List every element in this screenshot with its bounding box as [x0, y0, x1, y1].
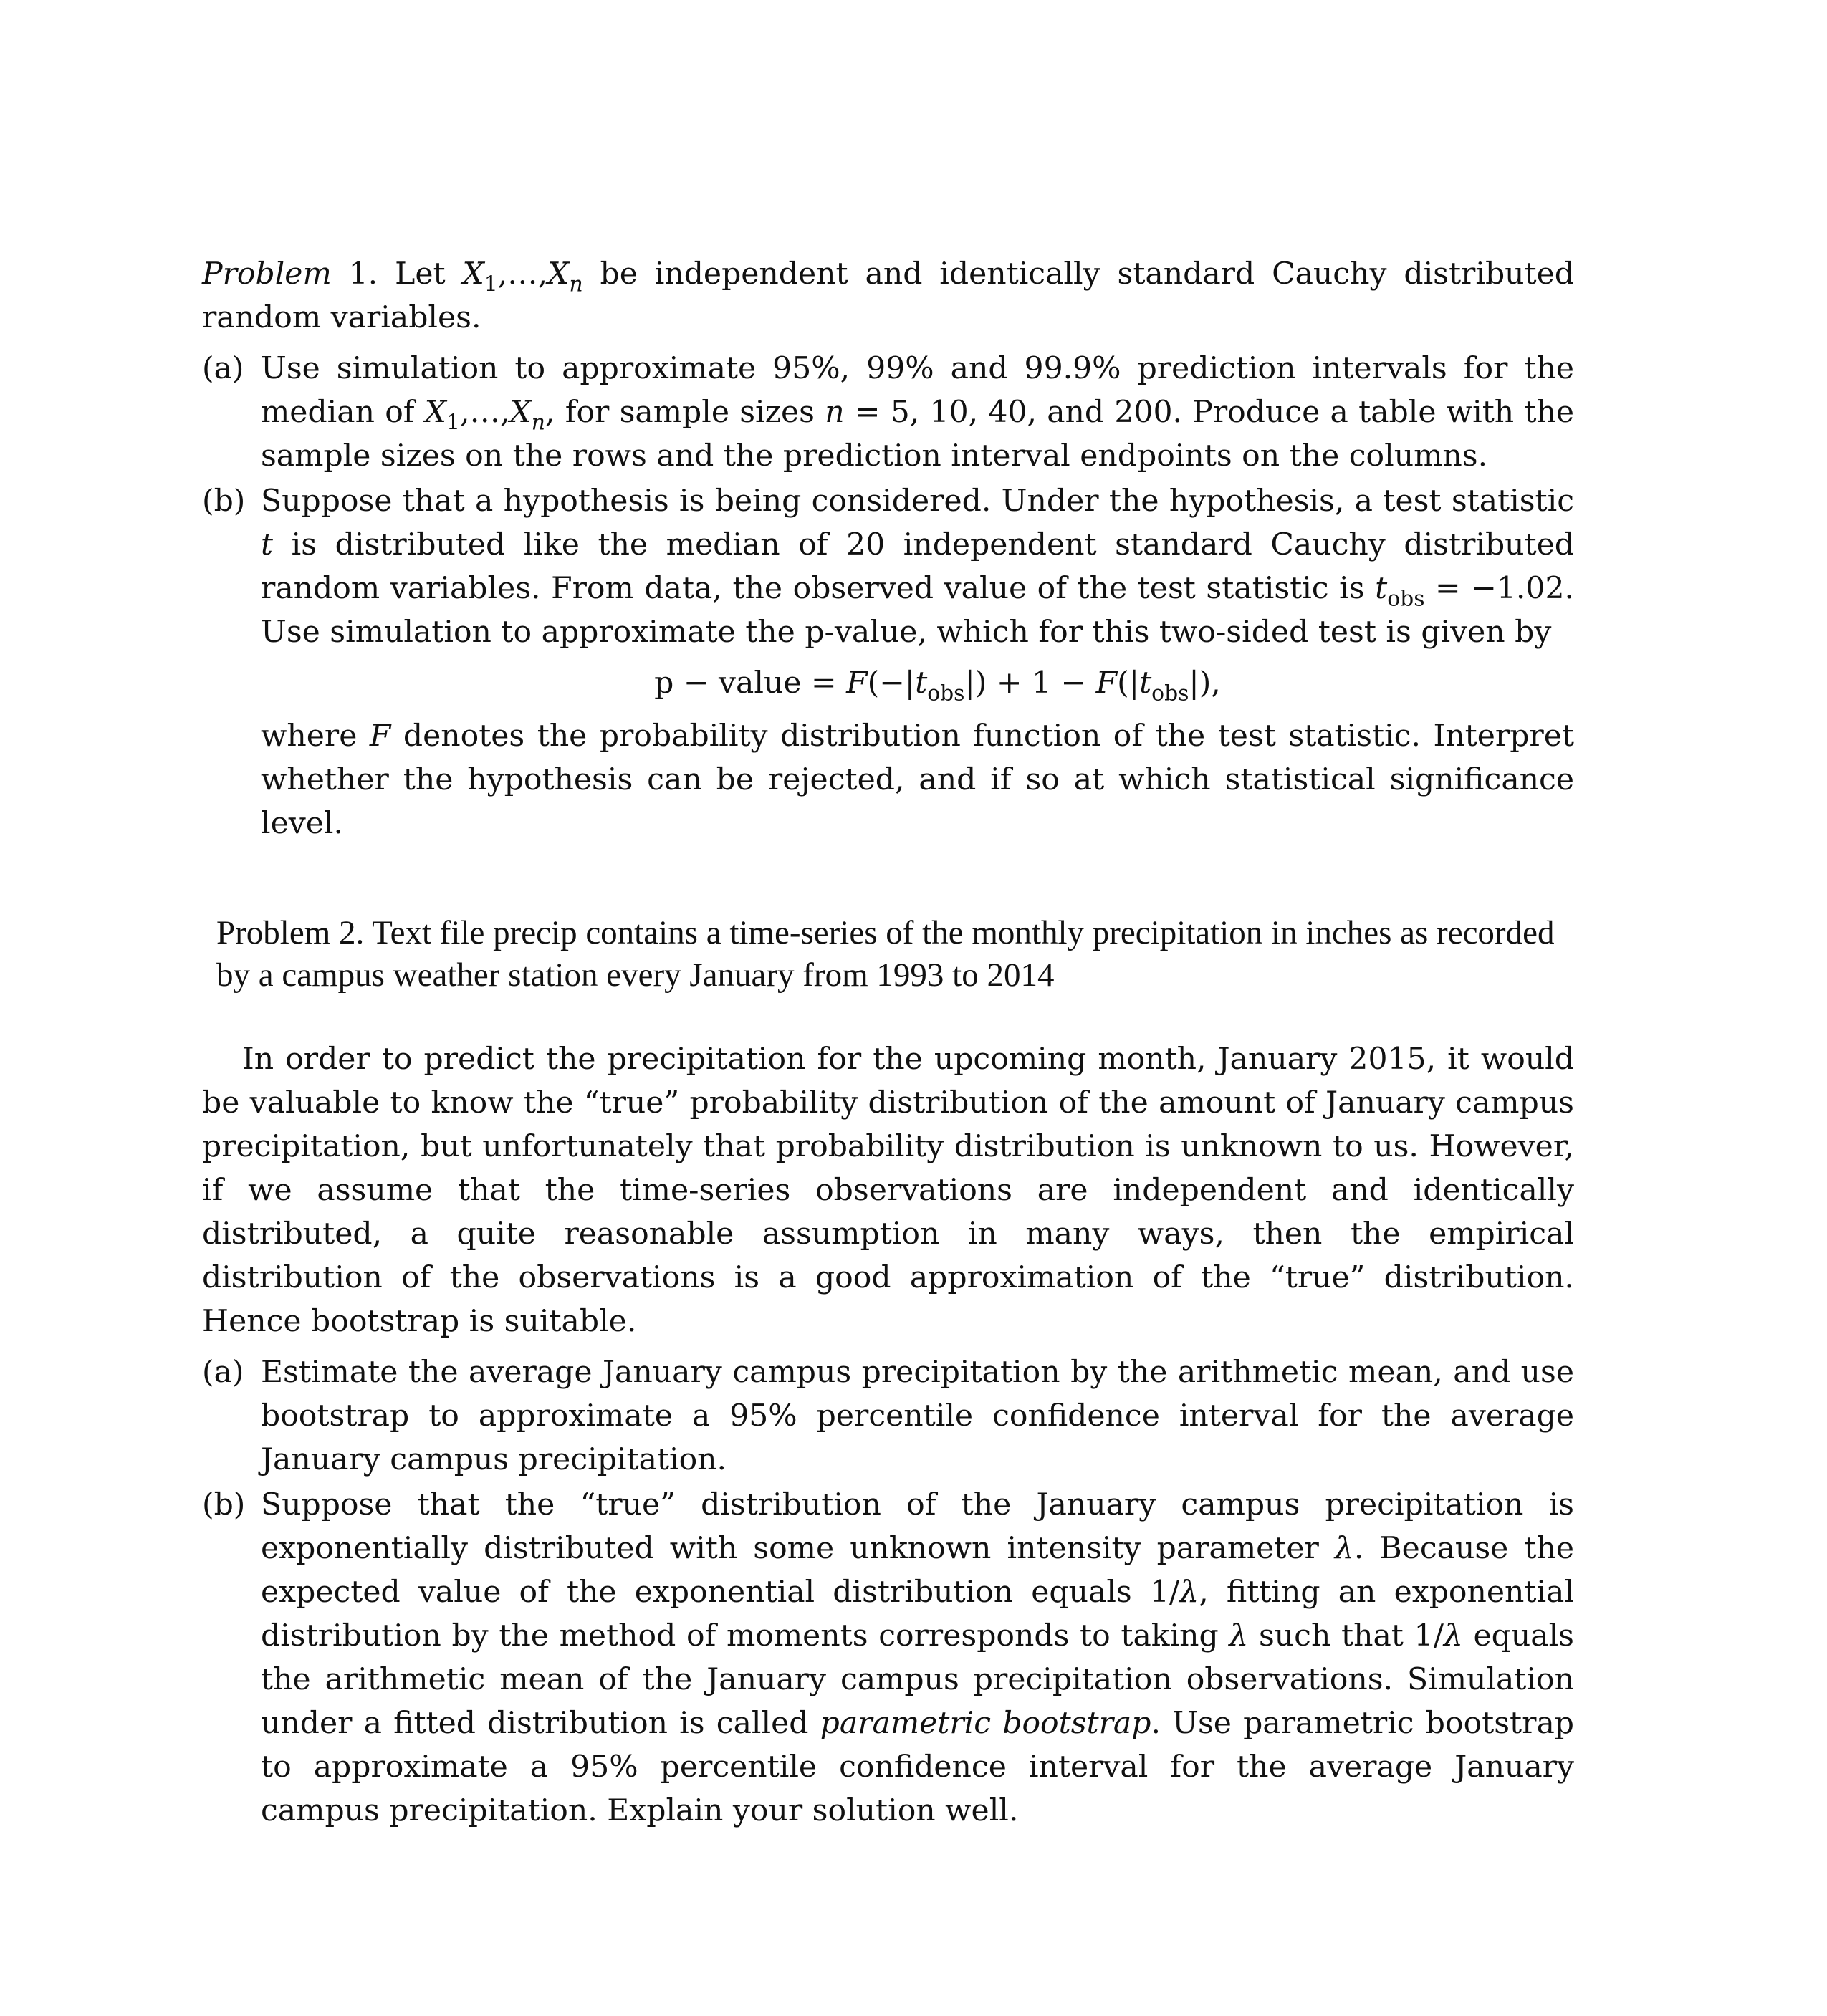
- formula-part: |) + 1 −: [964, 666, 1096, 701]
- text-run: . Use parametric bootstrap to approximate a 95% percentile confidence interval for the average January campus precipitation. Explain your solution well.: [261, 1706, 1574, 1828]
- math-sub: 1: [484, 272, 498, 297]
- math-var: X: [547, 256, 570, 292]
- statement-text: be independent and identically standard Cauchy distributed random variables.: [202, 256, 1574, 335]
- math-var: λ: [1229, 1618, 1249, 1653]
- math-var: t: [1139, 666, 1152, 701]
- statement-text: Let: [395, 256, 463, 292]
- list-item: [202, 1350, 1574, 1482]
- item-continuation: [261, 714, 1574, 845]
- item-text: [261, 1483, 1574, 1833]
- item-body: [261, 479, 1574, 845]
- formula-part: p − value =: [654, 666, 847, 701]
- math-var: λ: [1443, 1618, 1463, 1653]
- item-marker: (a): [202, 351, 244, 386]
- math-var: t: [1375, 571, 1388, 606]
- text-run: Suppose that the “true” distribution of the January campus precipitation is exponentially distributed with some unknown intensity parameter: [261, 1487, 1574, 1566]
- problem-label: Problem: [202, 256, 332, 292]
- text-run: denotes the probability distribution function of the test statistic. Interpret whether the hypothesis can be rejected, and if so at which statistical significance level.: [261, 719, 1574, 841]
- math-sub: obs: [1151, 681, 1189, 706]
- formula-part: (−|: [867, 666, 916, 701]
- text-run: is distributed like the median of 20 independent standard Cauchy distributed random variables. From data, the observed value of the test statistic is: [261, 527, 1574, 606]
- text-run: equals the arithmetic mean of the January campus precipitation observations. Simulation under a fitted distribution is called: [261, 1618, 1574, 1741]
- math-sub: obs: [927, 681, 965, 706]
- math-var: F: [1095, 666, 1118, 701]
- item-text: Estimate the average January campus precipitation by the arithmetic mean, and use bootstrap to approximate a 95% percentile confidence interval for the average January campus precipitation.: [261, 1355, 1574, 1477]
- text-run: , fitting an exponential distribution by the method of moments corresponds to taking: [261, 1575, 1574, 1653]
- math-sub: n: [531, 410, 545, 436]
- text-run: Use simulation to approximate 95%, 99% and 99.9% prediction intervals for the median of: [261, 351, 1574, 430]
- list-item: [202, 1483, 1574, 1833]
- list-item: [202, 479, 1574, 845]
- math-sub: obs: [1387, 586, 1425, 612]
- text-run: such that 1/: [1248, 1618, 1444, 1653]
- text-run: = −1.02. Use simulation to approximate the p-value, which for this two-sided test is given by: [261, 571, 1574, 650]
- item-marker: (b): [202, 1487, 246, 1522]
- math-var: n: [825, 395, 845, 430]
- problem-1-statement: [202, 252, 1574, 340]
- text-run: = 5, 10, 40, and 200. Produce a table with the sample sizes on the rows and the prediction interval endpoints on the columns.: [261, 395, 1575, 474]
- problem-1-items: [202, 347, 1574, 845]
- formula-part: (|: [1117, 666, 1140, 701]
- list-item: [202, 347, 1574, 478]
- formula-part: |),: [1189, 666, 1221, 701]
- math-var: F: [846, 666, 868, 701]
- math-sep: ,…,: [459, 395, 510, 430]
- item-marker: (b): [202, 484, 246, 519]
- text-run: , for sample sizes: [545, 395, 825, 430]
- text-run: . Because the expected value of the exponential distribution equals 1/: [261, 1531, 1574, 1610]
- problem-number: 1.: [348, 256, 378, 292]
- math-var: t: [915, 666, 928, 701]
- problem-2-statement: Problem 2. Text file precip contains a time-series of the monthly precipitation in inches as recorded by a campus weather station every January from 1993 to 2014: [216, 914, 1555, 994]
- math-var: X: [462, 256, 484, 292]
- text-run: where: [261, 719, 370, 754]
- math-var: t: [261, 527, 274, 562]
- math-var: X: [424, 395, 447, 430]
- math-sep: ,…,: [497, 256, 548, 292]
- problem-2-body: [202, 1037, 1574, 1833]
- problem-2-paragraph: In order to predict the precipitation for the upcoming month, January 2015, it would be valuable to know the “true” probability distribution of the amount of January campus precipitation, but unfortunately that probability distribution is unknown to us. However, if we assume that the time-series observations are independent and identically distributed, a quite reasonable assumption in many ways, then the empirical distribution of the observations is a good approximation of the “true” distribution. Hence bootstrap is suitable.: [202, 1042, 1574, 1339]
- text-run: Suppose that a hypothesis is being considered. Under the hypothesis, a test statistic: [261, 484, 1574, 519]
- item-text: [261, 479, 1574, 654]
- math-var: X: [509, 395, 532, 430]
- emphasis: parametric bootstrap: [820, 1706, 1151, 1741]
- math-sub: n: [569, 272, 583, 297]
- problem-1: [202, 252, 1574, 845]
- problem-2-intro: [216, 878, 1578, 1030]
- item-marker: (a): [202, 1355, 244, 1390]
- math-var: F: [369, 719, 391, 754]
- p-value-formula: [261, 660, 1574, 707]
- math-var: λ: [1334, 1531, 1354, 1566]
- math-sub: 1: [446, 410, 460, 436]
- problem-2-items: [202, 1350, 1574, 1833]
- math-var: λ: [1179, 1575, 1199, 1610]
- item-text: [261, 347, 1574, 478]
